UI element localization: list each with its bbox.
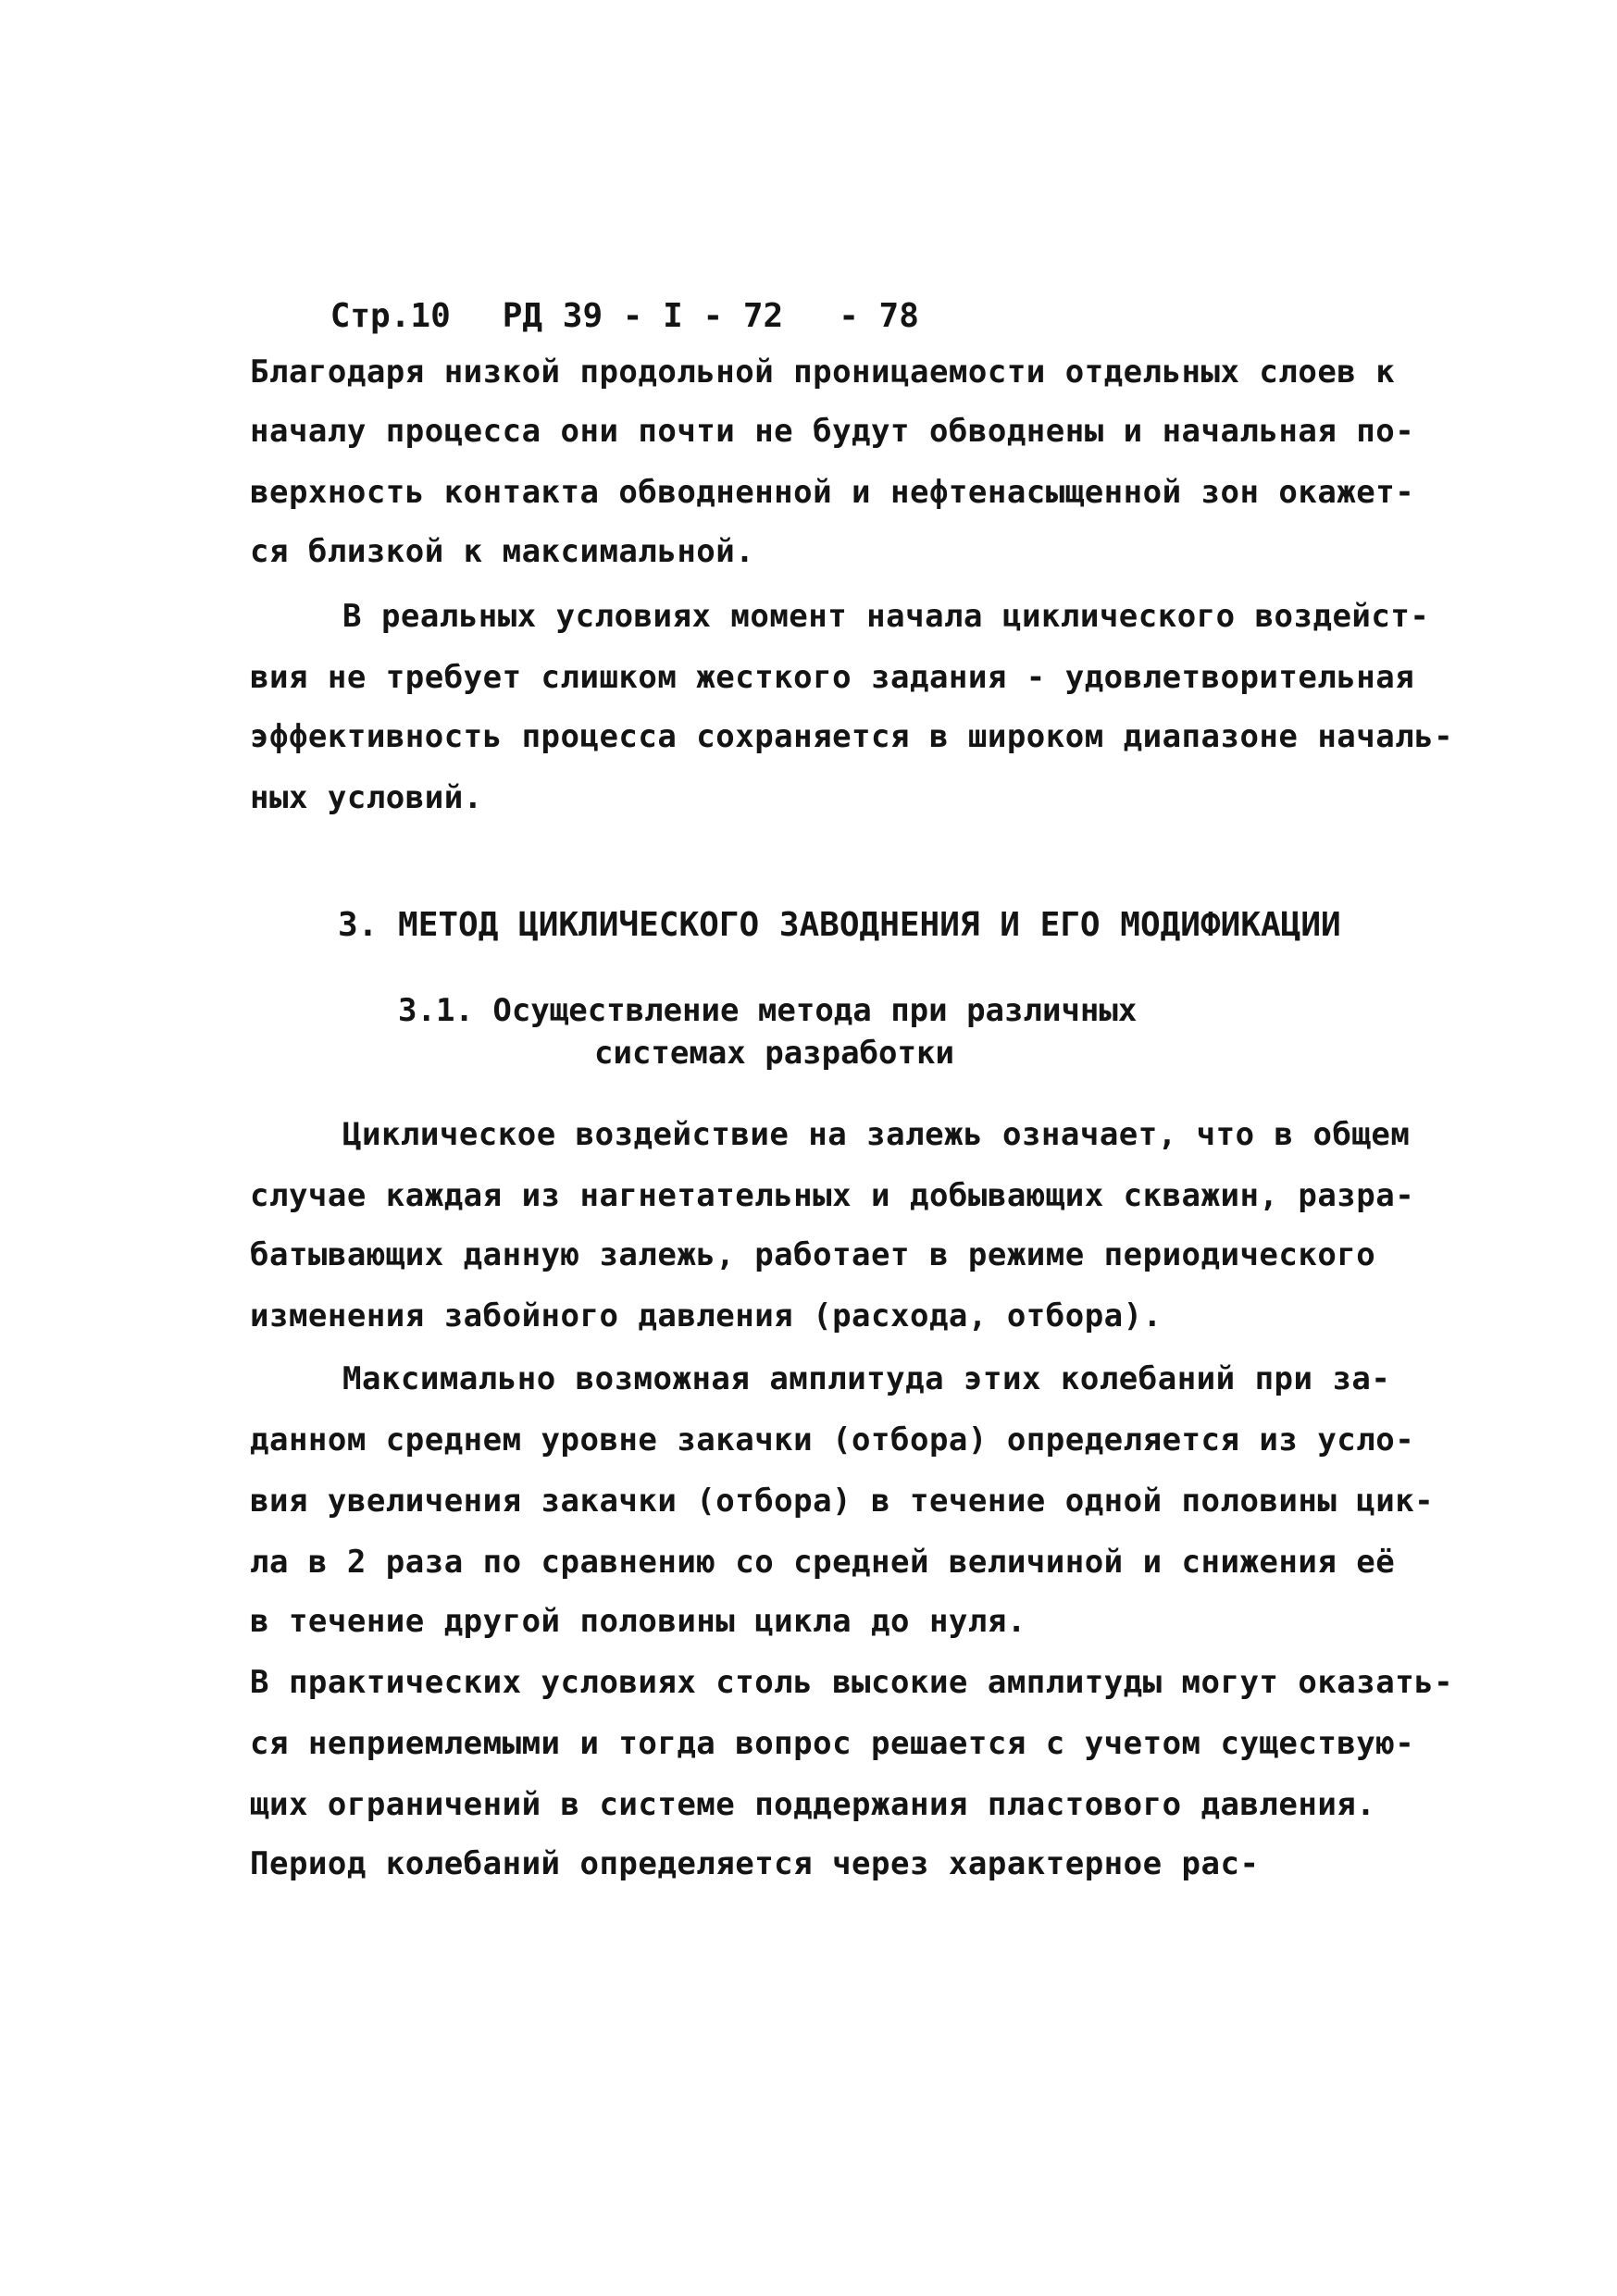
paragraph4-line: данном среднем уровне закачки (отбора) определяется из усло- — [250, 1421, 1415, 1458]
paragraph4-line: вия увеличения закачки (отбора) в течение одной половины цик- — [250, 1483, 1435, 1520]
paragraph3-line: случае каждая из нагнетательных и добывающих скважин, разра- — [250, 1177, 1415, 1214]
paragraph1-line: Благодаря низкой продольной проницаемости отдельных слоев к — [250, 354, 1396, 391]
paragraph1-line: ся близкой к максимальной. — [250, 533, 755, 570]
paragraph3-line: батывающих данную залежь, работает в режиме периодического — [250, 1236, 1376, 1273]
paragraph5-line: В практических условиях столь высокие амплитуды могут оказать- — [250, 1664, 1454, 1701]
paragraph4-line: ла в 2 раза по сравнению со средней величиной и снижения её — [250, 1544, 1396, 1581]
paragraph5-line: щих ограничений в системе поддержания пластового давления. — [250, 1786, 1376, 1823]
paragraph4-line: в течение другой половины цикла до нуля. — [250, 1603, 1026, 1640]
paragraph1-line: началу процесса они почти не будут обводнены и начальная по- — [250, 413, 1415, 450]
paragraph5-line: Период колебаний определяется через характерное рас- — [250, 1845, 1260, 1882]
doc-code: РД 39 - I - 72 — [502, 297, 784, 335]
paragraph2-line: эффективность процесса сохраняется в широком диапазоне началь- — [250, 718, 1454, 755]
paragraph2-line: В реальных условиях момент начала циклического воздейст- — [342, 598, 1430, 635]
paragraph3-line: изменения забойного давления (расхода, отбора). — [250, 1297, 1163, 1334]
paragraph2-line: ных условий. — [250, 779, 483, 816]
subsection-title-line2: системах разработки — [594, 1035, 954, 1072]
subsection-title-line1: 3.1. Осуществление метода при различных — [398, 992, 1138, 1029]
paragraph3-line: Циклическое воздействие на залежь означает, что в общем — [342, 1116, 1411, 1153]
paragraph5-line: ся неприемлемыми и тогда вопрос решается с учетом существую- — [250, 1725, 1415, 1762]
page-label: Стр.10 — [330, 297, 451, 335]
paragraph4-line: Максимально возможная амплитуда этих колебаний при за- — [342, 1360, 1391, 1397]
paragraph2-line: вия не требует слишком жесткого задания - удовлетворительная — [250, 659, 1415, 696]
paragraph1-line: верхность контакта обводненной и нефтенасыщенной зон окажет- — [250, 474, 1415, 511]
section-title: 3. МЕТОД ЦИКЛИЧЕСКОГО ЗАВОДНЕНИЯ И ЕГО МОДИФИКАЦИИ — [338, 906, 1341, 944]
year-suffix: - 78 — [839, 297, 919, 335]
